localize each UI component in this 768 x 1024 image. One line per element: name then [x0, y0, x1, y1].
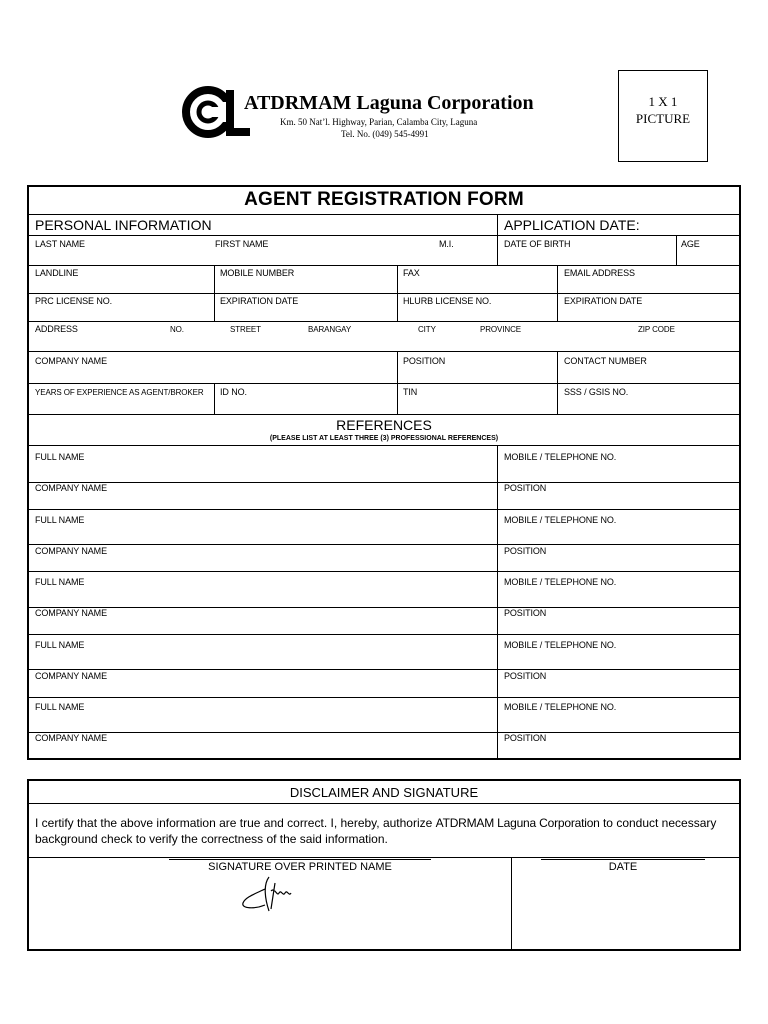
reference-1-position[interactable]: POSITION: [504, 483, 547, 493]
address-barangay-label: BARANGAY: [308, 325, 352, 334]
landline-field[interactable]: LANDLINE: [35, 268, 79, 278]
reference-1-full-name[interactable]: FULL NAME: [35, 452, 85, 462]
middle-initial-field[interactable]: M.I.: [439, 239, 454, 249]
reference-4-company[interactable]: COMPANY NAME: [35, 671, 107, 681]
reference-5-position[interactable]: POSITION: [504, 733, 547, 743]
form-title: AGENT REGISTRATION FORM: [244, 189, 524, 210]
references-instructions: (PLEASE LIST AT LEAST THREE (3) PROFESSIONAL REFERENCES): [269, 435, 499, 442]
years-experience-field[interactable]: YEARS OF EXPERIENCE AS AGENT/BROKER: [35, 388, 204, 397]
reference-3-company[interactable]: COMPANY NAME: [35, 608, 107, 618]
reference-5-company[interactable]: COMPANY NAME: [35, 733, 107, 743]
prc-expiration-field[interactable]: EXPIRATION DATE: [220, 296, 299, 306]
photo-box[interactable]: [618, 70, 708, 162]
first-name-field[interactable]: FIRST NAME: [215, 239, 269, 249]
address-zip-code-label: ZIP CODE: [638, 325, 675, 334]
photo-size-label: 1 X 1: [648, 94, 678, 109]
reference-3-mobile[interactable]: MOBILE / TELEPHONE NO.: [504, 577, 617, 587]
disclaimer-text: I certify that the above information are true and correct. I, hereby, authorize ATDRMAM Laguna Corporation to conduct necessary background check to verify the correctness of the said information.: [35, 816, 717, 846]
last-name-field[interactable]: LAST NAME: [35, 239, 85, 249]
address-street-label: STREET: [230, 325, 261, 334]
reference-2-full-name[interactable]: FULL NAME: [35, 515, 85, 525]
prc-license-field[interactable]: PRC LICENSE NO.: [35, 296, 113, 306]
reference-4-position[interactable]: POSITION: [504, 671, 547, 681]
reference-4-full-name[interactable]: FULL NAME: [35, 640, 85, 650]
reference-2-company[interactable]: COMPANY NAME: [35, 546, 107, 556]
agent-registration-form: [27, 185, 741, 760]
application-date-field[interactable]: APPLICATION DATE:: [504, 217, 640, 233]
fax-field[interactable]: FAX: [403, 268, 420, 278]
position-field[interactable]: POSITION: [403, 356, 446, 366]
tin-field[interactable]: TIN: [403, 387, 418, 397]
personal-information-heading: PERSONAL INFORMATION: [35, 217, 212, 233]
reference-5-mobile[interactable]: MOBILE / TELEPHONE NO.: [504, 702, 617, 712]
company-name: ATDRMAM Laguna Corporation: [244, 92, 534, 114]
reference-2-mobile[interactable]: MOBILE / TELEPHONE NO.: [504, 515, 617, 525]
address-province-label: PROVINCE: [480, 325, 521, 334]
address-field[interactable]: ADDRESS: [35, 324, 78, 334]
sss-gsis-field[interactable]: SSS / GSIS NO.: [564, 387, 629, 397]
hlurb-expiration-field[interactable]: EXPIRATION DATE: [564, 296, 643, 306]
reference-3-full-name[interactable]: FULL NAME: [35, 577, 85, 587]
company-address: Km. 50 Nat’l. Highway, Parian, Calamba City, Laguna: [280, 117, 478, 127]
disclaimer-section: [27, 779, 741, 951]
references-heading: REFERENCES: [336, 417, 432, 433]
signature-date-field[interactable]: DATE: [541, 859, 705, 873]
signature-field[interactable]: SIGNATURE OVER PRINTED NAME: [169, 859, 431, 873]
id-no-field[interactable]: ID NO.: [220, 387, 247, 397]
company-logo: [182, 84, 252, 140]
reference-4-mobile[interactable]: MOBILE / TELEPHONE NO.: [504, 640, 617, 650]
age-field[interactable]: AGE: [681, 239, 700, 249]
disclaimer-heading: DISCLAIMER AND SIGNATURE: [289, 785, 479, 800]
reference-2-position[interactable]: POSITION: [504, 546, 547, 556]
company-name-field[interactable]: COMPANY NAME: [35, 356, 107, 366]
date-of-birth-field[interactable]: DATE OF BIRTH: [504, 239, 571, 249]
reference-3-position[interactable]: POSITION: [504, 608, 547, 618]
reference-1-company[interactable]: COMPANY NAME: [35, 483, 107, 493]
email-address-field[interactable]: EMAIL ADDRESS: [564, 268, 635, 278]
reference-1-mobile[interactable]: MOBILE / TELEPHONE NO.: [504, 452, 617, 462]
reference-5-full-name[interactable]: FULL NAME: [35, 702, 85, 712]
address-no-label: NO.: [170, 325, 184, 334]
mobile-number-field[interactable]: MOBILE NUMBER: [220, 268, 295, 278]
company-telephone: Tel. No. (049) 545-4991: [341, 129, 429, 139]
address-city-label: CITY: [418, 325, 436, 334]
photo-label: PICTURE: [635, 111, 691, 126]
handwritten-signature: [235, 873, 305, 915]
hlurb-license-field[interactable]: HLURB LICENSE NO.: [403, 296, 492, 306]
contact-number-field[interactable]: CONTACT NUMBER: [564, 356, 647, 366]
